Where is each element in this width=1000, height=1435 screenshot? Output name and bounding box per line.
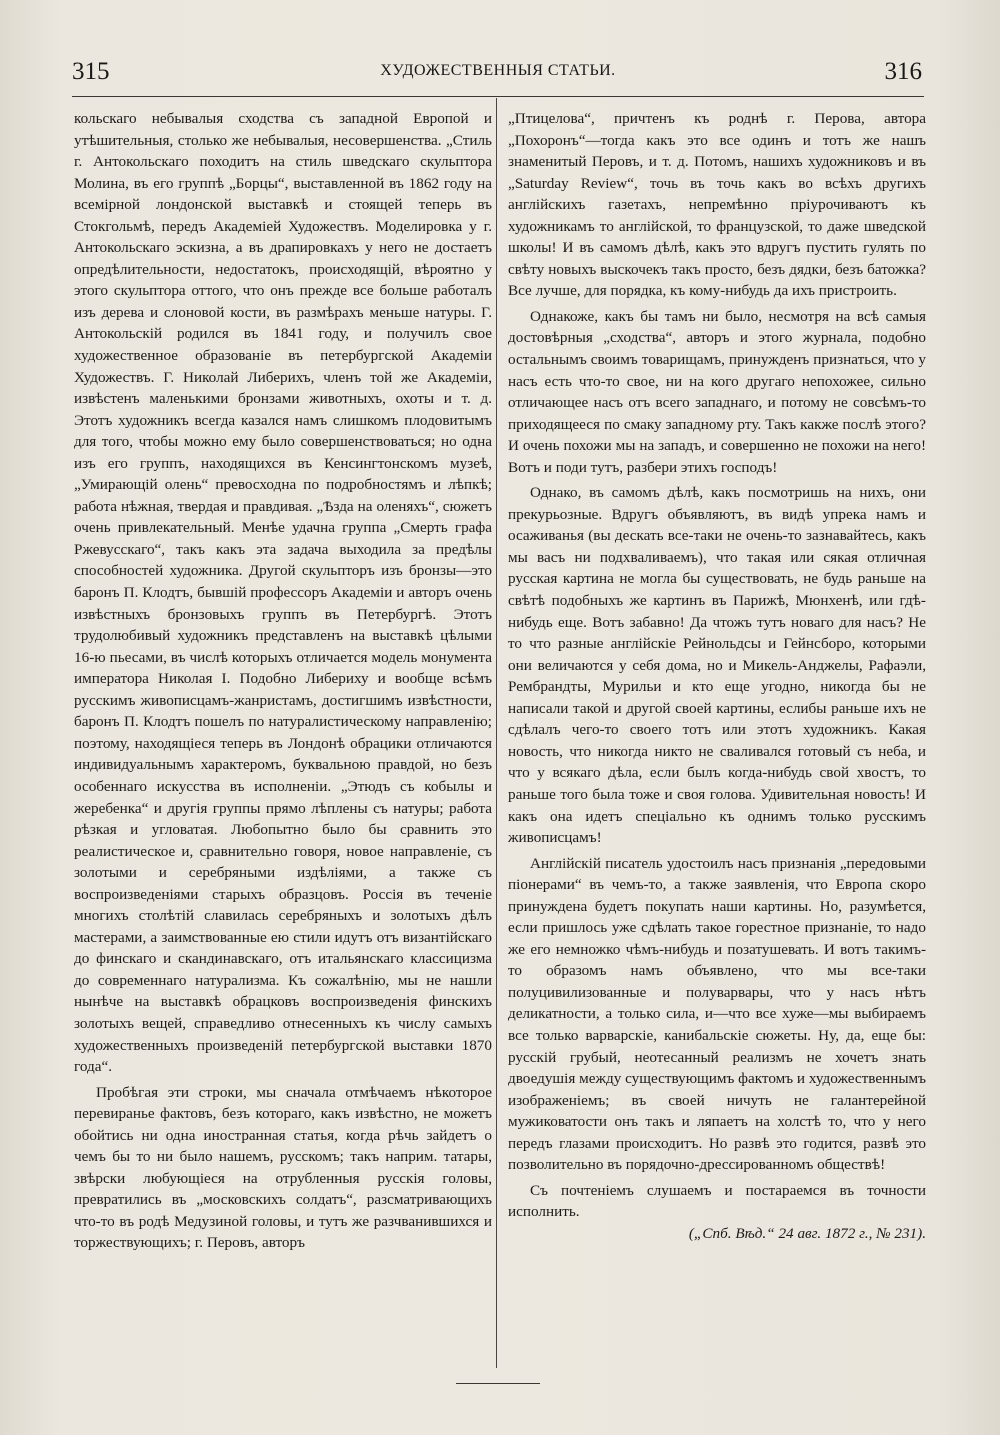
running-title: ХУДОЖЕСТВЕННЫЯ СТАТЬИ. — [380, 62, 616, 79]
end-rule — [456, 1383, 540, 1384]
right-paragraph-1: „Птицелова“, причтенъ къ роднѣ г. Перова, автора „Похоронъ“—тогда какъ это все одинъ и тотъ же нашъ знаменитый Перовъ, и т. д. Потомъ, нашихъ художниковъ и въ „Saturday Review“, точь въ точь какъ во всѣхъ другихъ англійскихъ газетахъ, непремѣнно пріурочиваютъ къ художникамъ то англійской, то французской, то даже шведской школы! И въ самомъ дѣлѣ, какъ это вдругъ пустить гулять по свѣту новыхъ выскочекъ такъ просто, безъ дядки, безъ батожка? Все лучше, для порядка, къ кому-нибудь да ихъ пристроить. — [508, 110, 926, 300]
right-column — [508, 108, 926, 1244]
left-column — [74, 108, 492, 1254]
page-number-right: 316 — [884, 58, 922, 85]
source-citation: („Спб. Вѣд.“ 24 авг. 1872 г., № 231). — [688, 1224, 926, 1242]
running-header — [72, 58, 924, 88]
right-paragraph-5: Съ почтеніемъ слушаемъ и постараемся въ точности исполнить. — [508, 1181, 926, 1221]
right-paragraph-3: Однако, въ самомъ дѣлѣ, какъ посмотришь на нихъ, они прекурьозные. Вдругъ объявляютъ, въ видѣ упрека намъ и осаживанья (вы дескать все-таки не очень-то зазнавайтесь, какъ мы васъ ни подхваливаемъ), что такая или сякая отличная русская картина не могла бы существовать, не будь раньше на свѣтѣ подобныхъ же картинъ въ Парижѣ, Мюнхенѣ, или гдѣ-нибудь еще. Вотъ забавно! Да чтожъ тутъ новаго для насъ? Не то что разные англійскіе Рейнольдсы и Гейнсборо, которыми они величаются у себя дома, но и Микель-Анджелы, Рафаэли, Рембрандты, Мурильи и кто еще угодно, никогда бы не написали такой и другой своей картины, еслибы раньше ихъ не сдѣлалъ чего-то своего тотъ или этотъ художникъ. Какая новость, что никогда никто не сваливался готовый съ неба, и что у всякаго дѣла, если былъ когда-нибудь свой хвостъ, то раньше того была тоже и своя голова. Удивительная новость! И какъ она идетъ спеціально къ однимъ только русскимъ живописцамъ! — [508, 484, 926, 847]
column-divider — [496, 98, 497, 1368]
header-rule — [72, 96, 924, 97]
right-paragraph-4: Англійскій писатель удостоилъ насъ признанія „передовыми піонерами“ въ чемъ-то, а также заявленія, что Европа скоро принуждена будетъ покупать наши картины. Но, разумѣется, если пришлось уже сдѣлать такое горестное признаніе, то надо же его немножко чѣмъ-нибудь и позатушевать. И вотъ такимъ-то образомъ намъ объявлено, что мы все-таки полуцивилизованные и полуварвары, что у насъ нѣтъ деликатности, а только сила, и—что все хуже—мы выбираемъ все только варварскіе, канибальскіе сюжеты. Ну, да, еще бы: русскій грубый, неотесанный реализмъ не хочетъ знать двоедушія между существующимъ фактомъ и художественнымъ изображеніемъ; въ своей ничуть не галантерейной мужиковатости онъ такъ и ляпаетъ на холстѣ то, что у него передъ глазами происходитъ. Но развѣ это годится, развѣ это позволительно въ порядочно-дрессированномъ обществѣ! — [508, 854, 926, 1174]
left-paragraph-1: кольскаго небывалыя сходства съ западной Европой и утѣшительныя, столько же небывалыя, несовершенства. „Стиль г. Антокольскаго походитъ на стиль шведскаго скульптора Молина, въ его группѣ „Борцы“, выставленной въ 1862 году на всемірной лондонской выставкѣ и стоящей теперь въ Стокгольмѣ, передъ Академіей Художествъ. Моделировка у г. Антокольскаго эскизна, а въ драпировкахъ у него не достаетъ опредѣлительности, недостатокъ, происходящій, вѣроятно у этого скульптора оттого, что онъ прежде все больше работалъ изъ дерева и слоновой кости, въ размѣрахъ меньше натуры. Г. Антокольскій родился въ 1841 году, и получилъ свое художественное образованіе въ петербургской Академіи Художествъ. Г. Николай Либерихъ, членъ той же Академіи, извѣстенъ маленькими бронзами животныхъ, охоты и т. д. Этотъ художникъ всегда казался намъ слишкомъ плодовитымъ для того, чтобы можно ему было совершенствоваться; но одна изъ его группъ, находящихся въ Кенсингтонскомъ музеѣ, „Умирающій олень“ превосходна по подробностямъ и лѣпкѣ; работа нѣжная, твердая и правдивая. „Ѣзда на оленяхъ“, сюжетъ очень привлекательный. Менѣе удачна группа „Смерть графа Ржевусскаго“, такъ какъ эта задача выходила за предѣлы способностей художника. Другой скульпторъ изъ бронзы—это баронъ П. Клодтъ, бывшій профессоръ Академіи и авторъ очень извѣстныхъ бронзовыхъ группъ въ Петербургѣ. Этотъ трудолюбивый художникъ представленъ на выставкѣ цѣлыми 16-ю пьесами, въ числѣ которыхъ отличается модель монумента императора Николая I. Подобно Либериху и вообще всѣмъ русскимъ живописцамъ-жанристамъ, достигшимъ извѣстности, баронъ П. Клодтъ пошелъ по натуралистическому направленію; поэтому, находящіеся теперь въ Лондонѣ обрацики отличаются индивидуальнымъ характеромъ, буквальною правдой, но безъ особеннаго искусства въ исполненіи. „Этюдъ съ кобылы и жеребенка“ и другія группы прямо лѣплены съ натуры; работа рѣзкая и угловатая. Любопытно было бы сравнить это реалистическое и, сравнительно говоря, новое направленіе, съ золотыми и серебряными издѣліями, а также съ воспроизведеніями старыхъ образцовъ. Россія въ теченіе многихъ столѣтій славилась серебряныхъ и золотыхъ дѣлъ мастерами, а заимствованные ею стили идутъ отъ византійскаго до финскаго и скандинавскаго, отъ итальянскаго классицизма до современнаго натурализма. Къ сожалѣнію, мы не нашли нынѣче на выставкѣ обрацковъ воспроизведенія финскихъ золотыхъ вещей, справедливо отнесенныхъ къ числу самыхъ художественныхъ произведеній петербургской выставки 1870 года“. — [74, 110, 492, 1076]
right-paragraph-2: Однакоже, какъ бы тамъ ни было, несмотря на всѣ самыя достовѣрныя „сходства“, авторъ и этого журнала, подобно остальнымъ своимъ товарищамъ, принужденъ признаться, что у насъ есть что-то свое, ни на кого другаго непохожее, сильно отличающее насъ отъ всего западнаго, и потому не совсѣмъ-то приходящееся по смаку западному рту. Такъ какже послѣ этого? И очень похожи мы на западъ, и совершенно не похожи на него! Вотъ и поди тутъ, разбери этихъ господъ! — [508, 307, 926, 476]
page-number-left: 315 — [72, 58, 110, 85]
left-paragraph-2: Пробѣгая эти строки, мы сначала отмѣчаемъ нѣкоторое перевиранье фактовъ, безъ котораго, какъ извѣстно, не можетъ обойтись ни одна иностранная статья, когда рѣчь зайдетъ о чемъ бы то ни было нашемъ, русскомъ; такъ наприм. татары, звѣрски любующіеся на отрубленныя русскія головы, превратились въ „московскихъ солдатъ“, разсматривающихъ что-то въ родѣ Медузиной головы, и тутъ же разчванившихся и торжествующихъ; г. Перовъ, авторъ — [74, 1083, 492, 1252]
